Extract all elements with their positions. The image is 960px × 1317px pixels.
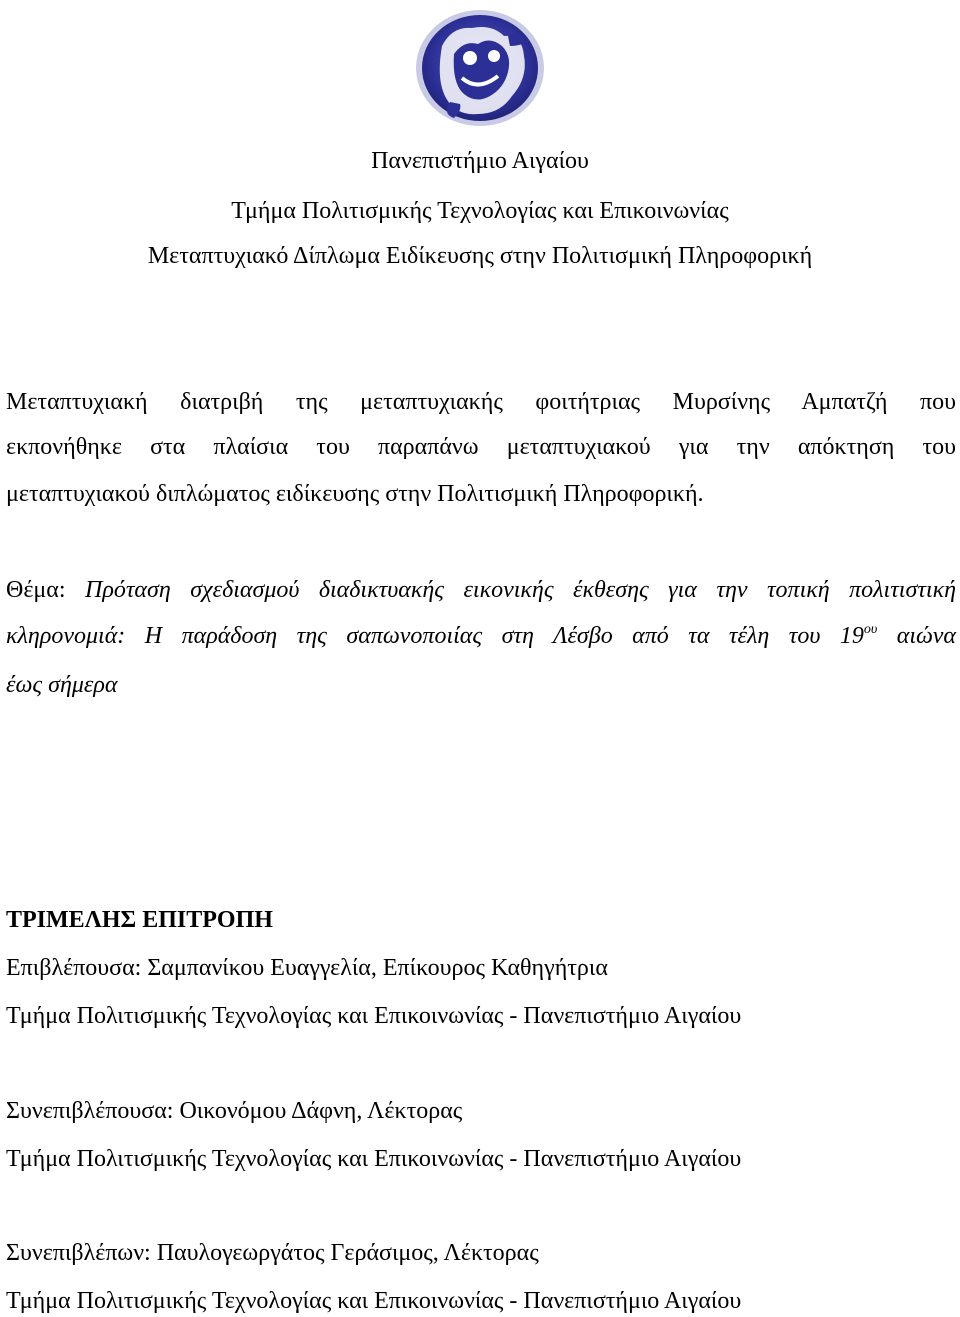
- university-name: Πανεπιστήμιο Αιγαίου: [371, 148, 589, 174]
- university-seal-icon: [412, 6, 548, 132]
- member-3-affiliation: Τμήμα Πολιτισμικής Τεχνολογίας και Επικοινωνίας - Πανεπιστήμιο Αιγαίου: [6, 1288, 742, 1314]
- topic-text-1: Πρόταση σχεδιασμού διαδικτυακής εικονικής έκθεσης για την τοπική πολιτιστική: [84, 577, 956, 603]
- topic-label: Θέμα:: [6, 577, 85, 603]
- topic-century-suffix: ου: [863, 622, 878, 637]
- committee-heading: ΤΡΙΜΕΛΗΣ ΕΠΙΤΡΟΠΗ: [6, 907, 273, 933]
- topic-text-2-end: αιώνα: [896, 623, 957, 649]
- topic-text-2: κληρονομιά: Η παράδοση της σαπωνοποιίας στη Λέσβο από τα τέλη του: [6, 623, 821, 649]
- topic-century: [840, 623, 877, 649]
- intro-line-2: εκπονήθηκε στα πλαίσια του παραπάνω μεταπτυχιακού για την απόκτηση του: [6, 434, 956, 460]
- department-name: Τμήμα Πολιτισμικής Τεχνολογίας και Επικοινωνίας: [231, 198, 729, 224]
- topic-line-2: [6, 622, 956, 650]
- topic-line-1: [6, 576, 956, 604]
- topic-line-3: έως σήμερα: [6, 672, 118, 698]
- program-name: Μεταπτυχιακό Δίπλωμα Ειδίκευσης στην Πολιτισμική Πληροφορική: [147, 243, 813, 269]
- intro-line-1: Μεταπτυχιακή διατριβή της μεταπτυχιακής φοιτήτριας Μυρσίνης Αμπατζή που: [6, 389, 956, 415]
- intro-line-3: μεταπτυχιακού διπλώματος ειδίκευσης στην Πολιτισμική Πληροφορική.: [6, 481, 704, 507]
- member-2-role: Συνεπιβλέπουσα: Οικονόμου Δάφνη, Λέκτορας: [6, 1098, 463, 1124]
- member-2-affiliation: Τμήμα Πολιτισμικής Τεχνολογίας και Επικοινωνίας - Πανεπιστήμιο Αιγαίου: [6, 1146, 742, 1172]
- topic-century-number: 19: [839, 623, 864, 649]
- member-3-role: Συνεπιβλέπων: Παυλογεωργάτος Γεράσιμος, Λέκτορας: [6, 1240, 539, 1266]
- member-1-role: Επιβλέπουσα: Σαμπανίκου Ευαγγελία, Επίκουρος Καθηγήτρια: [6, 955, 608, 981]
- member-1-affiliation: Τμήμα Πολιτισμικής Τεχνολογίας και Επικοινωνίας - Πανεπιστήμιο Αιγαίου: [6, 1003, 742, 1029]
